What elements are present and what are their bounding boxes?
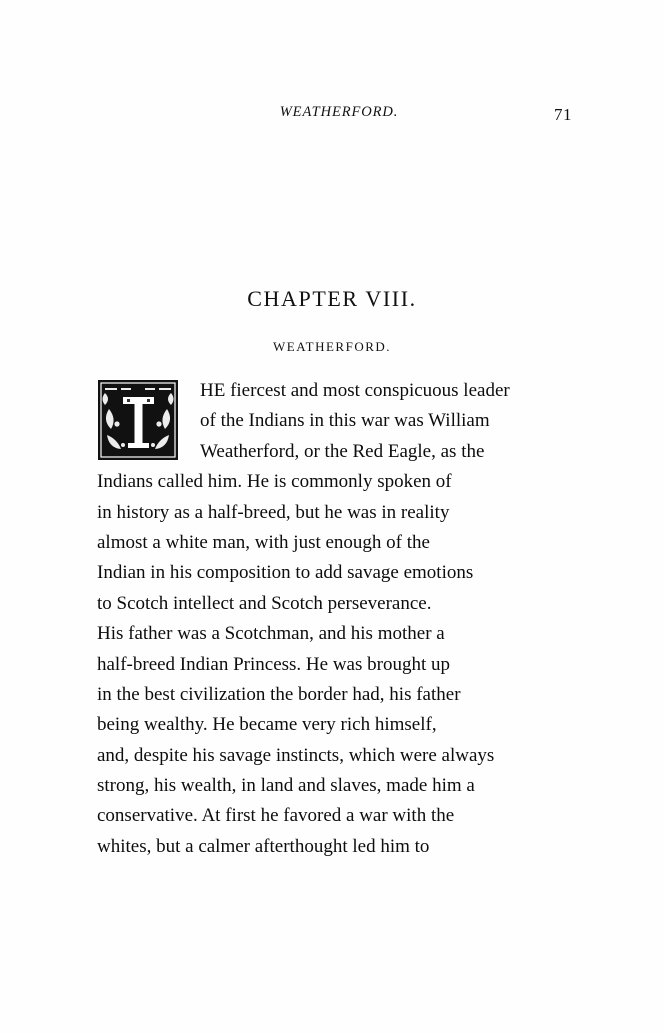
text-line: whites, but a calmer afterthought led him to (97, 835, 430, 857)
text-line: almost a white man, with just enough of the (97, 531, 430, 553)
running-head-title: WEATHERFORD. (279, 104, 399, 120)
text-line: His father was a Scotchman, and his mother a (97, 623, 445, 645)
page-number: 71 (554, 105, 572, 124)
running-head (92, 104, 572, 128)
text-line: being wealthy. He became very rich himself, (97, 714, 437, 736)
body-text-block (97, 376, 589, 862)
text-line: strong, his wealth, in land and slaves, made him a (97, 775, 475, 797)
text-line: half-breed Indian Princess. He was brought up (97, 653, 450, 675)
text-line: conservative. At first he favored a war with the (97, 805, 455, 827)
text-line: in history as a half-breed, but he was in reality (97, 501, 450, 523)
text-line: Indian in his composition to add savage emotions (97, 562, 474, 584)
chapter-title: CHAPTER VIII. (247, 286, 417, 311)
text-line: HE fiercest and most conspicuous leader (200, 380, 510, 401)
text-line: Weatherford, or the Red Eagle, as the (200, 440, 485, 462)
text-line: to Scotch intellect and Scotch perseverance. (97, 592, 432, 614)
chapter-subtitle: WEATHERFORD. (272, 339, 392, 354)
text-line: and, despite his savage instincts, which were always (97, 744, 495, 766)
text-line: Indians called him. He is commonly spoken of (97, 471, 452, 493)
text-line: of the Indians in this war was William (200, 410, 490, 432)
text-line: in the best civilization the border had, his father (97, 683, 461, 705)
